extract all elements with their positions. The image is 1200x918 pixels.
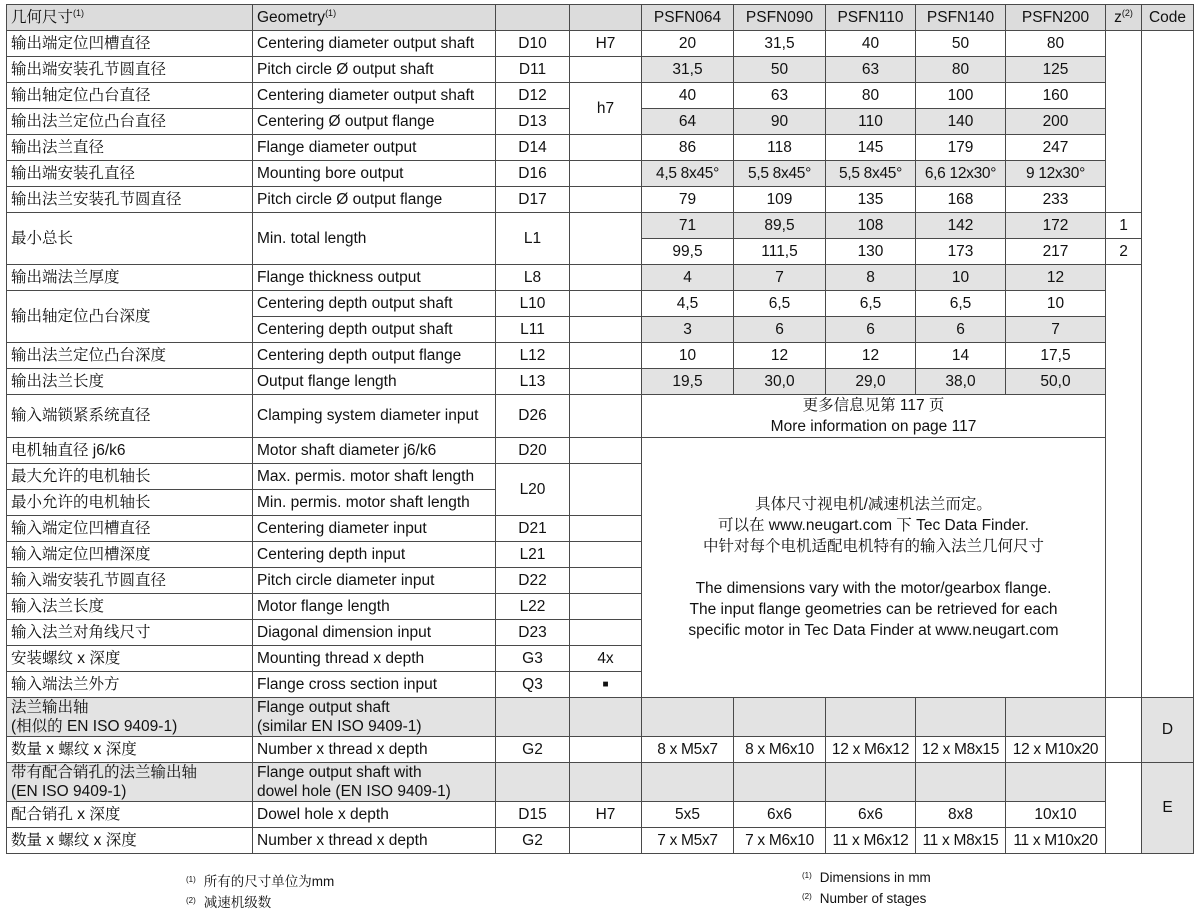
table-row	[7, 828, 1194, 854]
row-label-en: Min. total length	[253, 213, 496, 265]
table-row	[7, 438, 1194, 464]
value-cell: 17,5	[1006, 343, 1106, 369]
col-header-cn: 几何尺寸$^{(1)}$	[7, 5, 253, 31]
value-cell: 160	[1006, 83, 1106, 109]
row-tolerance	[570, 213, 642, 265]
row-tolerance	[570, 57, 642, 83]
value-cell: 135	[826, 187, 916, 213]
row-label-en: Centering depth output flange	[253, 343, 496, 369]
header-row	[7, 5, 1194, 31]
value-cell: 100	[916, 83, 1006, 109]
value-cell: 4,5	[642, 291, 734, 317]
value-cell: 168	[916, 187, 1006, 213]
value-cell: 40	[642, 83, 734, 109]
value-cell: 31,5	[734, 31, 826, 57]
footnote-en-2: $^{(2)}$ Number of stages	[802, 891, 927, 906]
row-symbol: D10	[496, 31, 570, 57]
row-tolerance	[570, 542, 642, 568]
row-symbol: G2	[496, 828, 570, 854]
value-cell: 50,0	[1006, 369, 1106, 395]
value-cell: 6x6	[734, 802, 826, 828]
value-cell: 20	[642, 31, 734, 57]
row-label-cn: 配合销孔 x 深度	[7, 802, 253, 828]
col-header-size: PSFN064	[642, 5, 734, 31]
value-cell: 6,5	[734, 291, 826, 317]
col-header-code: Code	[1142, 5, 1194, 31]
row-label-cn: 输入端锁紧系统直径	[7, 395, 253, 438]
row-label-cn: 安装螺纹 x 深度	[7, 646, 253, 672]
value-cell: 6	[734, 317, 826, 343]
value-cell: 10	[1006, 291, 1106, 317]
row-symbol: L21	[496, 542, 570, 568]
row-label-cn: 输入端定位凹槽深度	[7, 542, 253, 568]
value-cell: 8	[826, 265, 916, 291]
row-label-en: Centering depth output shaft	[253, 317, 496, 343]
code-e: E	[1142, 763, 1194, 854]
row-label-en: Clamping system diameter input	[253, 395, 496, 438]
row-label-en: Flange cross section input	[253, 672, 496, 698]
row-symbol: D20	[496, 438, 570, 464]
z-cell	[1106, 763, 1142, 854]
table-row	[7, 187, 1194, 213]
row-tolerance: H7	[570, 802, 642, 828]
value-cell: 179	[916, 135, 1006, 161]
value-cell: 19,5	[642, 369, 734, 395]
row-label-en: Motor flange length	[253, 594, 496, 620]
row-symbol: L20	[496, 464, 570, 516]
row-label-cn: 数量 x 螺纹 x 深度	[7, 828, 253, 854]
row-symbol: D21	[496, 516, 570, 542]
value-cell: 12 x M8x15	[916, 737, 1006, 763]
value-cell: 8x8	[916, 802, 1006, 828]
value-cell: 173	[916, 239, 1006, 265]
row-label-en: Max. permis. motor shaft length	[253, 464, 496, 490]
row-symbol: G2	[496, 737, 570, 763]
table-row	[7, 369, 1194, 395]
section-e-header	[7, 763, 1194, 802]
row-tolerance	[570, 594, 642, 620]
value-cell: 217	[1006, 239, 1106, 265]
row-symbol: Q3	[496, 672, 570, 698]
value-cell: 6,6 12x30°	[916, 161, 1006, 187]
row-tolerance	[570, 464, 642, 516]
col-header-size: PSFN200	[1006, 5, 1106, 31]
value-cell: 29,0	[826, 369, 916, 395]
code-d: D	[1142, 698, 1194, 763]
value-cell: 6,5	[916, 291, 1006, 317]
value-cell: 80	[1006, 31, 1106, 57]
note-line-cn: 具体尺寸视电机/减速机法兰而定。	[755, 496, 992, 513]
value-cell: 12	[734, 343, 826, 369]
value-cell: 80	[826, 83, 916, 109]
row-symbol: L11	[496, 317, 570, 343]
row-label-en: Min. permis. motor shaft length	[253, 490, 496, 516]
value-cell: 6x6	[826, 802, 916, 828]
row-symbol: D13	[496, 109, 570, 135]
value-cell: 5x5	[642, 802, 734, 828]
value-cell: 110	[826, 109, 916, 135]
value-cell: 10x10	[1006, 802, 1106, 828]
row-label-cn: 最小允许的电机轴长	[7, 490, 253, 516]
value-cell: 10	[642, 343, 734, 369]
value-cell: 9 12x30°	[1006, 161, 1106, 187]
value-cell: 118	[734, 135, 826, 161]
z-cell: 1	[1106, 213, 1142, 239]
row-symbol: D12	[496, 83, 570, 109]
value-cell: 31,5	[642, 57, 734, 83]
value-cell: 8 x M5x7	[642, 737, 734, 763]
value-cell: 140	[916, 109, 1006, 135]
value-cell: 8 x M6x10	[734, 737, 826, 763]
footnote-cn-2: $^{(2)}$ 减速机级数	[186, 895, 272, 910]
value-cell: 7 x M5x7	[642, 828, 734, 854]
value-cell: 38,0	[916, 369, 1006, 395]
value-cell: 89,5	[734, 213, 826, 239]
z-cell	[1106, 31, 1142, 213]
row-label-en: Centering diameter output shaft	[253, 31, 496, 57]
value-cell: 142	[916, 213, 1006, 239]
row-label-en: Output flange length	[253, 369, 496, 395]
value-cell: 7	[734, 265, 826, 291]
value-cell: 80	[916, 57, 1006, 83]
row-label-en: Centering depth input	[253, 542, 496, 568]
col-header-symbol	[496, 5, 570, 31]
value-cell: 6	[826, 317, 916, 343]
note-line-en: The input flange geometries can be retrieved for each	[689, 601, 1058, 618]
value-cell: 145	[826, 135, 916, 161]
col-header-size: PSFN110	[826, 5, 916, 31]
value-cell: 4	[642, 265, 734, 291]
row-tolerance	[570, 317, 642, 343]
code-cell	[1142, 31, 1194, 698]
row-tolerance	[570, 265, 642, 291]
value-cell: 12	[1006, 265, 1106, 291]
row-label-en: Pitch circle Ø output flange	[253, 187, 496, 213]
row-tolerance: h7	[570, 83, 642, 135]
value-cell: 172	[1006, 213, 1106, 239]
motor-flange-note	[642, 438, 1106, 698]
value-cell: 12	[826, 343, 916, 369]
row-tolerance	[570, 516, 642, 542]
table-row	[7, 737, 1194, 763]
row-symbol: L10	[496, 291, 570, 317]
row-label-cn: 输入法兰长度	[7, 594, 253, 620]
row-symbol: L13	[496, 369, 570, 395]
value-cell: 79	[642, 187, 734, 213]
value-cell: 14	[916, 343, 1006, 369]
row-label-en: Mounting thread x depth	[253, 646, 496, 672]
row-tolerance	[570, 369, 642, 395]
row-label-cn: 输出法兰定位凸台深度	[7, 343, 253, 369]
note-line-cn: 可以在 www.neugart.com 下 Tec Data Finder.	[718, 517, 1029, 534]
row-tolerance: H7	[570, 31, 642, 57]
value-cell: 200	[1006, 109, 1106, 135]
row-label-en: Centering Ø output flange	[253, 109, 496, 135]
z-cell	[1106, 265, 1142, 698]
row-label-cn: 输出法兰长度	[7, 369, 253, 395]
footnote-cn-1: $^{(1)}$ 所有的尺寸单位为mm	[186, 874, 335, 889]
value-cell: 71	[642, 213, 734, 239]
value-cell: 7	[1006, 317, 1106, 343]
note-line-cn: 中针对每个电机适配电机特有的输入法兰几何尺寸	[702, 538, 1044, 555]
row-label-cn: 输出法兰定位凸台直径	[7, 109, 253, 135]
value-cell: 109	[734, 187, 826, 213]
row-label-cn: 输出法兰安装孔节圆直径	[7, 187, 253, 213]
table-row	[7, 265, 1194, 291]
z-cell	[1106, 698, 1142, 763]
col-header-en: Geometry$^{(1)}$	[253, 5, 496, 31]
row-symbol: D22	[496, 568, 570, 594]
table-row	[7, 291, 1194, 317]
row-symbol: D17	[496, 187, 570, 213]
table-row	[7, 135, 1194, 161]
value-cell: 247	[1006, 135, 1106, 161]
table-row	[7, 161, 1194, 187]
col-header-size: PSFN090	[734, 5, 826, 31]
row-tolerance	[570, 187, 642, 213]
row-label-cn: 最小总长	[7, 213, 253, 265]
row-label-en: Flange diameter output	[253, 135, 496, 161]
row-tolerance	[570, 737, 642, 763]
col-header-size: PSFN140	[916, 5, 1006, 31]
value-cell: 86	[642, 135, 734, 161]
row-label-en: Diagonal dimension input	[253, 620, 496, 646]
row-label-en: Centering diameter output shaft	[253, 83, 496, 109]
row-symbol: D26	[496, 395, 570, 438]
z-cell: 2	[1106, 239, 1142, 265]
note-line-en: specific motor in Tec Data Finder at www.neugart.com	[688, 622, 1059, 639]
section-d-title-en: Flange output shaft (similar EN ISO 9409-1)	[253, 698, 496, 737]
row-tolerance	[570, 161, 642, 187]
value-cell: 6	[916, 317, 1006, 343]
value-cell: 11 x M6x12	[826, 828, 916, 854]
row-label-en: Centering diameter input	[253, 516, 496, 542]
value-cell: 5,5 8x45°	[734, 161, 826, 187]
value-cell: 130	[826, 239, 916, 265]
row-label-cn: 电机轴直径 j6/k6	[7, 438, 253, 464]
footnote-en-1: $^{(1)}$ Dimensions in mm	[802, 870, 931, 885]
row-symbol: G3	[496, 646, 570, 672]
row-label-en: Pitch circle Ø output shaft	[253, 57, 496, 83]
value-cell: 50	[916, 31, 1006, 57]
row-label-cn: 输出轴定位凸台直径	[7, 83, 253, 109]
value-cell: 125	[1006, 57, 1106, 83]
value-cell: 99,5	[642, 239, 734, 265]
row-label-cn: 输入端法兰外方	[7, 672, 253, 698]
page-reference-cn: 更多信息见第 117 页	[802, 397, 945, 414]
note-spacer	[646, 557, 1101, 578]
value-cell: 10	[916, 265, 1006, 291]
table-row	[7, 57, 1194, 83]
value-cell: 50	[734, 57, 826, 83]
row-symbol: L22	[496, 594, 570, 620]
row-label-en: Centering depth output shaft	[253, 291, 496, 317]
value-cell: 6,5	[826, 291, 916, 317]
row-tolerance	[570, 291, 642, 317]
value-cell: 3	[642, 317, 734, 343]
row-label-cn: 输入法兰对角线尺寸	[7, 620, 253, 646]
row-label-cn: 输出轴定位凸台深度	[7, 291, 253, 343]
value-cell: 4,5 8x45°	[642, 161, 734, 187]
row-symbol: L12	[496, 343, 570, 369]
row-label-cn: 输出法兰直径	[7, 135, 253, 161]
row-label-cn: 最大允许的电机轴长	[7, 464, 253, 490]
row-symbol: D15	[496, 802, 570, 828]
page-reference-en: More information on page 117	[770, 418, 977, 435]
section-d-header	[7, 698, 1194, 737]
value-cell: 40	[826, 31, 916, 57]
row-label-cn: 输出端法兰厚度	[7, 265, 253, 291]
value-cell: 233	[1006, 187, 1106, 213]
row-tolerance	[570, 438, 642, 464]
row-tolerance	[570, 343, 642, 369]
row-symbol: D16	[496, 161, 570, 187]
row-label-en: Mounting bore output	[253, 161, 496, 187]
row-tolerance	[570, 568, 642, 594]
row-label-en: Number x thread x depth	[253, 828, 496, 854]
row-tolerance	[570, 395, 642, 438]
geometry-table	[6, 4, 1194, 854]
table-row	[7, 31, 1194, 57]
row-tolerance: 4x	[570, 646, 642, 672]
note-line-en: The dimensions vary with the motor/gearbox flange.	[695, 580, 1052, 597]
row-label-cn: 数量 x 螺纹 x 深度	[7, 737, 253, 763]
table-row	[7, 83, 1194, 109]
row-label-en: Number x thread x depth	[253, 737, 496, 763]
row-symbol: D11	[496, 57, 570, 83]
row-label-en: Flange thickness output	[253, 265, 496, 291]
value-cell: 7 x M6x10	[734, 828, 826, 854]
value-cell: 111,5	[734, 239, 826, 265]
row-tolerance	[570, 828, 642, 854]
value-cell: 63	[734, 83, 826, 109]
square-marker: ■	[570, 672, 642, 698]
value-cell: 30,0	[734, 369, 826, 395]
table-row	[7, 395, 1194, 438]
value-cell: 64	[642, 109, 734, 135]
value-cell: 11 x M10x20	[1006, 828, 1106, 854]
section-d-title-cn: 法兰输出轴 (相似的 EN ISO 9409-1)	[7, 698, 253, 737]
col-header-tolerance	[570, 5, 642, 31]
table-row	[7, 213, 1194, 239]
row-symbol: L1	[496, 213, 570, 265]
row-label-en: Dowel hole x depth	[253, 802, 496, 828]
value-cell: 5,5 8x45°	[826, 161, 916, 187]
col-header-z: $z^{(2)}$	[1106, 5, 1142, 31]
row-label-cn: 输出端安装孔直径	[7, 161, 253, 187]
row-label-cn: 输出端定位凹槽直径	[7, 31, 253, 57]
value-cell: 12 x M6x12	[826, 737, 916, 763]
row-label-cn: 输入端安装孔节圆直径	[7, 568, 253, 594]
row-symbol: L8	[496, 265, 570, 291]
row-symbol: D14	[496, 135, 570, 161]
page-reference-note	[642, 395, 1106, 438]
table-row	[7, 802, 1194, 828]
section-e-title-en: Flange output shaft with dowel hole (EN ISO 9409-1)	[253, 763, 496, 802]
section-e-title-cn: 带有配合销孔的法兰输出轴 (EN ISO 9409-1)	[7, 763, 253, 802]
value-cell: 63	[826, 57, 916, 83]
value-cell: 12 x M10x20	[1006, 737, 1106, 763]
value-cell: 90	[734, 109, 826, 135]
row-label-en: Pitch circle diameter input	[253, 568, 496, 594]
value-cell: 11 x M8x15	[916, 828, 1006, 854]
row-symbol: D23	[496, 620, 570, 646]
row-tolerance	[570, 620, 642, 646]
table-row	[7, 343, 1194, 369]
row-tolerance	[570, 135, 642, 161]
row-label-en: Motor shaft diameter j6/k6	[253, 438, 496, 464]
row-label-cn: 输出端安装孔节圆直径	[7, 57, 253, 83]
row-label-cn: 输入端定位凹槽直径	[7, 516, 253, 542]
value-cell: 108	[826, 213, 916, 239]
